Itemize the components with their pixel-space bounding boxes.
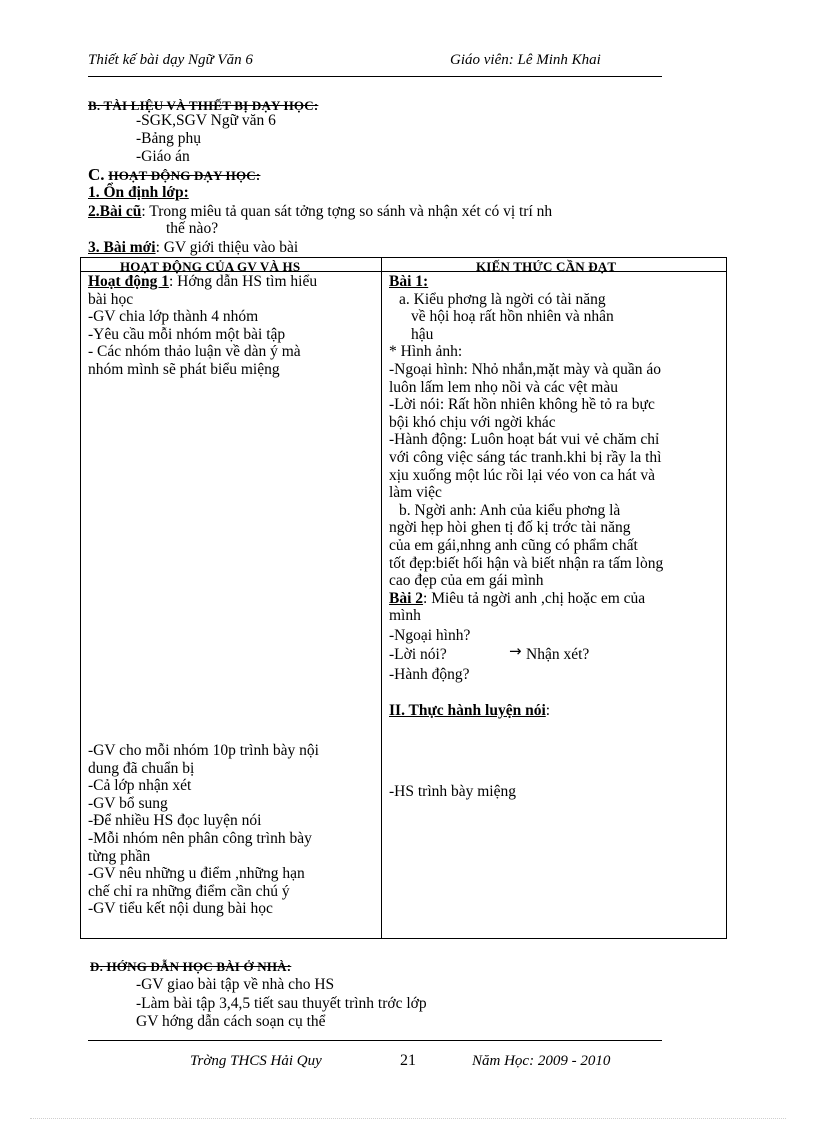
table-left-border <box>80 257 81 939</box>
activity-label: Hoạt động 1 <box>88 273 169 290</box>
left-line: chế chỉ ra những điểm cần chú ý <box>88 882 290 900</box>
right-line: -Ngoại hình: Nhỏ nhắn,mặt mày và quần áo <box>389 360 662 378</box>
left-column-top <box>88 273 317 379</box>
header-right: Giáo viên: Lê Minh Khai <box>450 52 601 68</box>
right-line: luôn lấm lem nhọ nồi và các vệt màu <box>389 378 618 396</box>
section-d-item: GV hớng dẫn cách soạn cụ thể <box>136 1013 326 1030</box>
left-line: -GV nêu những u điểm ,những hạn <box>88 865 305 883</box>
right-line: hậu <box>411 325 434 343</box>
step-1: 1. Ổn định lớp: <box>88 184 189 201</box>
left-line: - Các nhóm thảo luận về dàn ý mà <box>88 343 301 361</box>
table-header-col2: KIẾN THỨC CẦN ĐẠT <box>476 259 617 274</box>
right-line: ngời hẹp hòi ghen tị đố kị trớc tài năng <box>389 519 631 537</box>
image-label: * Hình ảnh: <box>389 343 463 361</box>
step-3 <box>88 239 298 257</box>
step-2-continuation: thế nào? <box>166 220 219 237</box>
section-c-heading-text: HOẠT ĐỘNG DẠY HỌC: <box>108 168 261 183</box>
arrow-right-icon: → <box>509 642 522 661</box>
section-2-colon: : <box>545 701 551 719</box>
page-number: 21 <box>400 1052 416 1069</box>
step-2 <box>88 203 552 221</box>
section-d-item: -GV giao bài tập về nhà cho HS <box>136 976 335 993</box>
section-b-item: -Giáo án <box>136 148 190 165</box>
right-line: về hội hoạ rất hồn nhiên và nhân <box>411 308 614 326</box>
question-1: -Ngoại hình? <box>389 626 471 644</box>
right-line: làm việc <box>389 484 442 502</box>
footer-year: Năm Học: 2009 - 2010 <box>472 1053 611 1069</box>
bai2-text: : Miêu tả ngời anh ,chị hoặc em của <box>423 589 646 607</box>
footer-rule <box>88 1040 662 1041</box>
left-line: từng phần <box>88 847 151 865</box>
section-b-title: B. TÀI LIỆU VÀ THIẾT BỊ DẠY HỌC: <box>88 98 319 113</box>
section-d-title <box>90 958 291 976</box>
step-2-label: 2.Bài cũ <box>88 203 142 220</box>
section-c-letter: C. <box>88 165 105 184</box>
right-line: b. Ngời anh: Anh của kiểu phơng là <box>399 501 621 519</box>
bai2-label: Bài 2 <box>389 589 424 607</box>
right-line: a. Kiểu phơng là ngời có tài năng <box>399 290 606 308</box>
table-top-border <box>80 257 727 258</box>
right-line: với công việc sáng tác tranh.khi bị rầy la thì <box>389 448 662 466</box>
left-line: -Mỗi nhóm nên phân công trình bày <box>88 829 312 847</box>
section-d-heading: D. HỚNG DẪN HỌC BÀI Ở NHÀ: <box>90 959 292 974</box>
right-line: cao đẹp của em gái mình <box>389 572 544 590</box>
section-2-title: II. Thực hành luyện nói <box>389 701 546 719</box>
table-right-border <box>726 257 727 939</box>
table-mid-border <box>381 257 382 939</box>
activity-text: : Hớng dẫn HS tìm hiểu <box>168 273 318 290</box>
left-line: dung đã chuẩn bị <box>88 759 195 777</box>
bai2-line <box>389 590 663 608</box>
right-line: mình <box>389 607 421 625</box>
left-line: -GV cho mỗi nhóm 10p trình bày nội <box>88 742 319 759</box>
section-2-row <box>389 702 663 720</box>
question-3: -Hành động? <box>389 666 470 684</box>
step-2-text: : Trong miêu tả quan sát tởng tợng so sánh và nhận xét có vị trí nh <box>141 203 553 220</box>
right-line: -Hành động: Luôn hoạt bát vui vẻ chăm chỉ <box>389 431 660 449</box>
step-3-label: 3. Bài mới <box>88 239 156 256</box>
bai1-title: Bài 1: <box>389 273 429 290</box>
question-result: Nhận xét? <box>526 646 590 664</box>
left-line: -Yêu cầu mỗi nhóm một bài tập <box>88 325 286 343</box>
right-line: -Lời nói: Rất hồn nhiên không hề tỏ ra bực <box>389 396 655 414</box>
left-column-bottom <box>88 742 319 918</box>
question-2: -Lời nói? <box>389 646 447 664</box>
practice-text: -HS trình bày miệng <box>389 783 516 800</box>
section-c-title <box>88 166 260 185</box>
question-2-row <box>389 642 663 664</box>
step-3-text: : GV giới thiệu vào bài <box>155 239 299 256</box>
right-line: tốt đẹp:biết hối hận và biết nhận ra tấm lòng <box>389 554 664 572</box>
left-line: -GV chia lớp thành 4 nhóm <box>88 308 259 326</box>
table-header-col1: HOẠT ĐỘNG CỦA GV VÀ HS <box>120 259 301 274</box>
table-bottom-border <box>80 938 727 939</box>
header-rule <box>88 76 662 77</box>
left-line: -Để nhiều HS đọc luyện nói <box>88 812 262 830</box>
left-line: -Cả lớp nhận xét <box>88 777 192 795</box>
page-bottom-dots <box>30 1118 786 1119</box>
right-line: xịu xuống một lúc rồi lại véo von ca hát và <box>389 466 656 484</box>
activity-line <box>88 273 317 291</box>
section-b-item: -SGK,SGV Ngữ văn 6 <box>136 112 276 129</box>
right-column <box>389 273 663 719</box>
footer-school: Trờng THCS Hải Quy <box>190 1053 322 1069</box>
header-left: Thiết kế bài dạy Ngữ Văn 6 <box>88 52 253 68</box>
left-line: -GV bổ sung <box>88 794 168 812</box>
section-b-item: -Bảng phụ <box>136 130 202 147</box>
section-d-item: -Làm bài tập 3,4,5 tiết sau thuyết trình trớc lớp <box>136 995 427 1012</box>
left-line: nhóm mình sẽ phát biểu miệng <box>88 360 280 378</box>
right-line: của em gái,nhng anh cũng có phẩm chất <box>389 536 638 554</box>
left-line: bài học <box>88 290 134 308</box>
right-line: bội khó chịu với ngời khác <box>389 413 556 431</box>
left-line: -GV tiểu kết nội dung bài học <box>88 900 273 918</box>
